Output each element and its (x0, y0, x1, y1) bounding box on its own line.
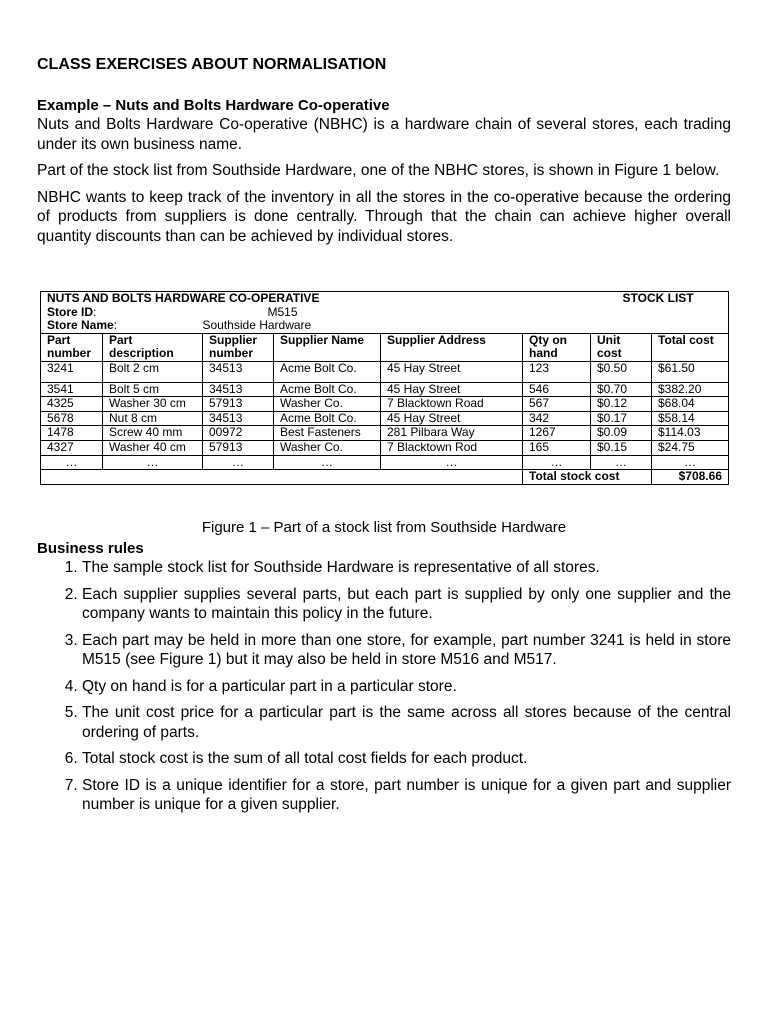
store-id-label: Store ID: (47, 304, 97, 319)
intro-section (37, 55, 731, 253)
table-row (41, 440, 729, 455)
ellipsis-cell: … (381, 455, 523, 470)
cell-qty-on-hand: 123 (523, 361, 591, 382)
cell-supplier-number: 34513 (203, 411, 274, 426)
cell-part-number: 4327 (41, 440, 103, 455)
total-row (41, 470, 729, 485)
cell-unit-cost: $0.12 (591, 397, 652, 412)
cell-part-description: Screw 40 mm (103, 426, 203, 441)
business-rules-section (37, 539, 731, 822)
list-item: 4. Qty on hand is for a particular part in a particular store. (82, 677, 731, 697)
header-supplier-address: Supplier Address (381, 333, 523, 361)
cell-supplier-name: Acme Bolt Co. (274, 411, 381, 426)
cell-total-cost: $24.75 (652, 440, 729, 455)
list-item: 2. Each supplier supplies several parts, but each part is supplied by only one supplier and the company wants to maintain this policy in the future. (82, 585, 731, 624)
cell-part-number: 5678 (41, 411, 103, 426)
cell-supplier-address: 281 Pilbara Way (381, 426, 523, 441)
cell-supplier-number: 34513 (203, 382, 274, 397)
list-item: 7. Store ID is a unique identifier for a store, part number is unique for a given part and supplier number is unique for a given supplier. (82, 776, 731, 815)
table-title-row (41, 292, 729, 306)
cell-supplier-number: 57913 (203, 397, 274, 412)
list-item: 3. Each part may be held in more than one store, for example, part number 3241 is held in store M515 (see Figure 1) but it may also be held in store M516 and M517. (82, 631, 731, 670)
ellipsis-row (41, 455, 729, 470)
header-unit-cost: Unit cost (591, 333, 652, 361)
table-row (41, 411, 729, 426)
cell-total-cost: $68.04 (652, 397, 729, 412)
store-id-value: M515 (267, 304, 298, 319)
cell-supplier-address: 45 Hay Street (381, 382, 523, 397)
header-row (41, 333, 729, 361)
cell-unit-cost: $0.17 (591, 411, 652, 426)
cell-supplier-name: Washer Co. (274, 397, 381, 412)
cell-part-number: 1478 (41, 426, 103, 441)
cell-supplier-number: 34513 (203, 361, 274, 382)
cell-unit-cost: $0.70 (591, 382, 652, 397)
header-part-description: Part description (103, 333, 203, 361)
table-row (41, 397, 729, 412)
cell-total-cost: $114.03 (652, 426, 729, 441)
business-rules-list (37, 558, 731, 815)
table-row (41, 361, 729, 382)
ellipsis-cell: … (652, 455, 729, 470)
paragraph: Part of the stock list from Southside Hardware, one of the NBHC stores, is shown in Figure 1 below. (37, 162, 720, 179)
cell-part-description: Bolt 5 cm (103, 382, 203, 397)
ellipsis-cell: … (103, 455, 203, 470)
company-name: NUTS AND BOLTS HARDWARE CO-OPERATIVE (47, 291, 320, 305)
cell-supplier-number: 00972 (203, 426, 274, 441)
cell-qty-on-hand: 1267 (523, 426, 591, 441)
stock-list-label: STOCK LIST (622, 291, 694, 305)
store-name-label: Store Name: (41, 319, 203, 333)
paragraph: Nuts and Bolts Hardware Co-operative (NBHC) is a hardware chain of several stores, each trading under its own business name. (37, 116, 731, 153)
cell-qty-on-hand: 342 (523, 411, 591, 426)
table-row (41, 426, 729, 441)
cell-part-number: 4325 (41, 397, 103, 412)
store-name-row (41, 319, 729, 333)
store-name-value: Southside Hardware (203, 319, 729, 333)
business-rules-heading: Business rules (37, 540, 144, 557)
cell-supplier-name: Washer Co. (274, 440, 381, 455)
stock-list-table (40, 291, 729, 485)
list-item: 5. The unit cost price for a particular part is the same across all stores because of the central ordering of parts. (82, 703, 731, 742)
cell-qty-on-hand: 165 (523, 440, 591, 455)
cell-part-description: Bolt 2 cm (103, 361, 203, 382)
ellipsis-cell: … (591, 455, 652, 470)
list-item: 6. Total stock cost is the sum of all total cost fields for each product. (82, 749, 731, 769)
store-id-row (41, 306, 729, 320)
total-stock-cost-label: Total stock cost (523, 470, 652, 485)
cell-supplier-name: Acme Bolt Co. (274, 382, 381, 397)
cell-supplier-name: Acme Bolt Co. (274, 361, 381, 382)
ellipsis-cell: … (41, 455, 103, 470)
cell-total-cost: $58.14 (652, 411, 729, 426)
table-row (41, 382, 729, 397)
figure-caption: Figure 1 – Part of a stock list from Southside Hardware (201, 519, 567, 536)
page-title: CLASS EXERCISES ABOUT NORMALISATION (37, 56, 387, 73)
ellipsis-cell: … (274, 455, 381, 470)
ellipsis-cell: … (203, 455, 274, 470)
paragraph: NBHC wants to keep track of the inventory in all the stores in the co-operative because the ordering of products from suppliers is done centrally. Through that the chain can achieve higher overall quantity discounts than can be achieved by individual stores. (37, 188, 731, 245)
cell-unit-cost: $0.09 (591, 426, 652, 441)
cell-part-description: Washer 40 cm (103, 440, 203, 455)
cell-supplier-name: Best Fasteners (274, 426, 381, 441)
example-heading: Example – Nuts and Bolts Hardware Co-operative (37, 97, 390, 114)
total-stock-cost-value: $708.66 (678, 469, 722, 484)
header-qty-on-hand: Qty on hand (523, 333, 591, 361)
cell-supplier-address: 45 Hay Street (381, 361, 523, 382)
cell-total-cost: $382.20 (652, 382, 729, 397)
cell-part-description: Nut 8 cm (103, 411, 203, 426)
total-row-spacer (41, 470, 523, 485)
header-part-number: Part number (41, 333, 103, 361)
cell-unit-cost: $0.50 (591, 361, 652, 382)
cell-supplier-number: 57913 (203, 440, 274, 455)
cell-part-number: 3541 (41, 382, 103, 397)
header-supplier-number: Supplier number (203, 333, 274, 361)
cell-part-description: Washer 30 cm (103, 397, 203, 412)
cell-qty-on-hand: 546 (523, 382, 591, 397)
cell-unit-cost: $0.15 (591, 440, 652, 455)
cell-total-cost: $61.50 (652, 361, 729, 382)
cell-supplier-address: 45 Hay Street (381, 411, 523, 426)
cell-supplier-address: 7 Blacktown Road (381, 397, 523, 412)
cell-qty-on-hand: 567 (523, 397, 591, 412)
cell-part-number: 3241 (41, 361, 103, 382)
ellipsis-cell: … (523, 455, 591, 470)
list-item: 1. The sample stock list for Southside Hardware is representative of all stores. (82, 558, 731, 578)
header-supplier-name: Supplier Name (274, 333, 381, 361)
header-total-cost: Total cost (652, 333, 729, 361)
cell-supplier-address: 7 Blacktown Rod (381, 440, 523, 455)
